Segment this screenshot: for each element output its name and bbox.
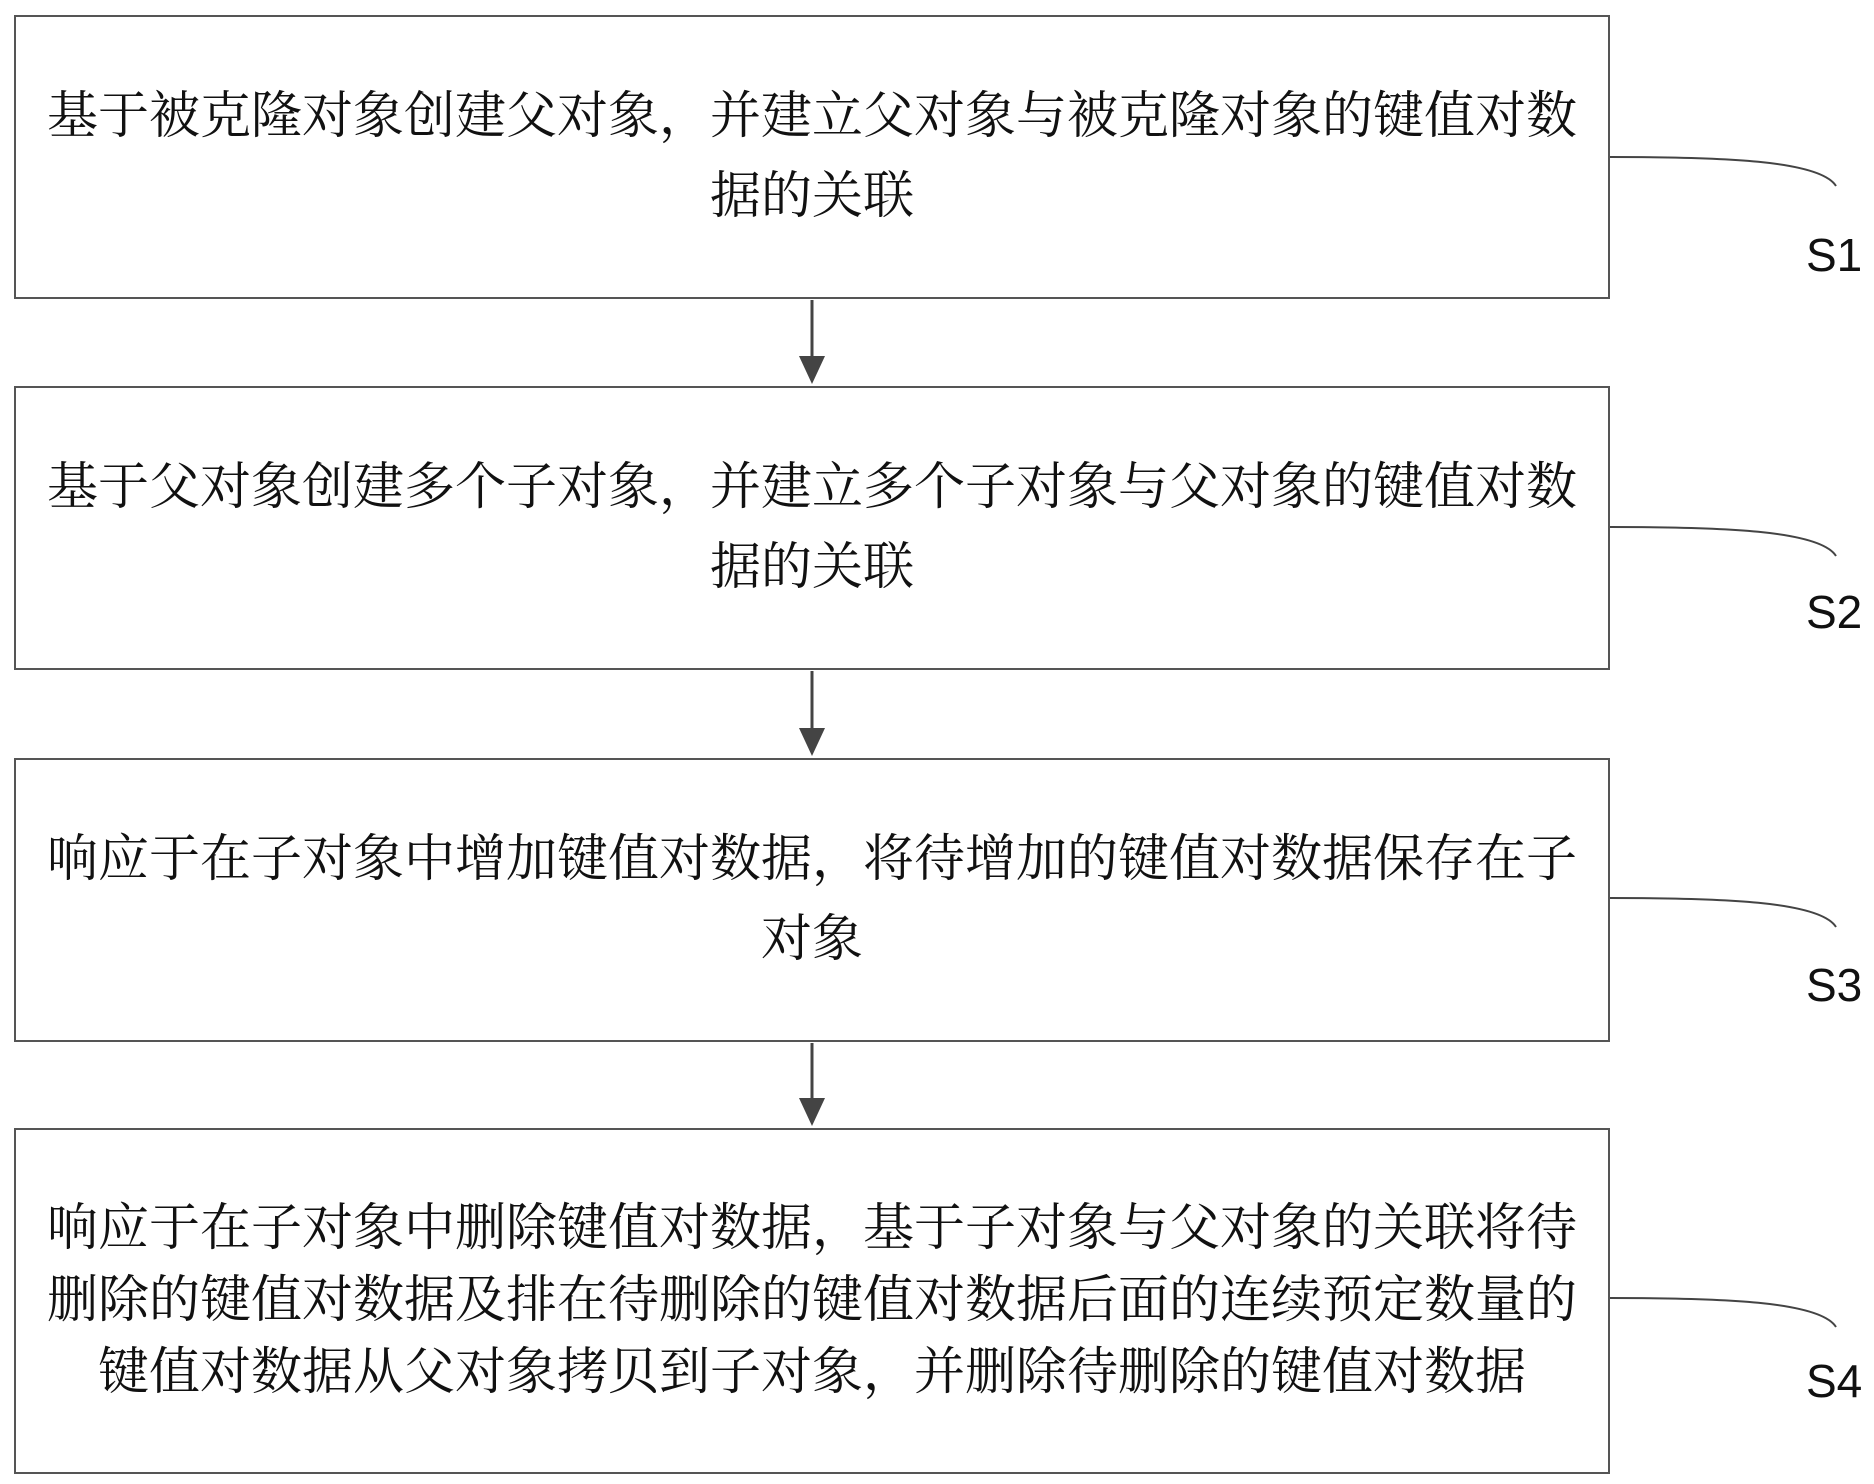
step-text-s3: 响应于在子对象中增加键值对数据，将待增加的键值对数据保存在子对象	[46, 830, 1577, 969]
leader-line-s1	[1610, 157, 1836, 186]
step-text-s4: 响应于在子对象中删除键值对数据，基于子对象与父对象的关联将待删除的键值对数据及排在待删除的键值对数据后面的连续预定数量的键值对数据从父对象拷贝到子对象，并删除待删除的键值对数据	[46, 1199, 1577, 1402]
arrow-s3-s4	[799, 1043, 825, 1126]
step-text-s2: 基于父对象创建多个子对象，并建立多个子对象与父对象的键值对数据的关联	[46, 458, 1577, 597]
step-label-s2: S2	[1806, 586, 1863, 638]
step-label-s4: S4	[1806, 1355, 1863, 1407]
step-text-s1: 基于被克隆对象创建父对象，并建立父对象与被克隆对象的键值对数据的关联	[46, 87, 1577, 226]
leader-line-s3	[1610, 898, 1836, 927]
step-label-s1: S1	[1806, 229, 1863, 281]
arrow-s1-s2	[799, 300, 825, 384]
leader-line-s2	[1610, 527, 1836, 556]
step-label-s3: S3	[1806, 959, 1863, 1011]
leader-line-s4	[1610, 1298, 1836, 1327]
arrow-s2-s3	[799, 671, 825, 756]
